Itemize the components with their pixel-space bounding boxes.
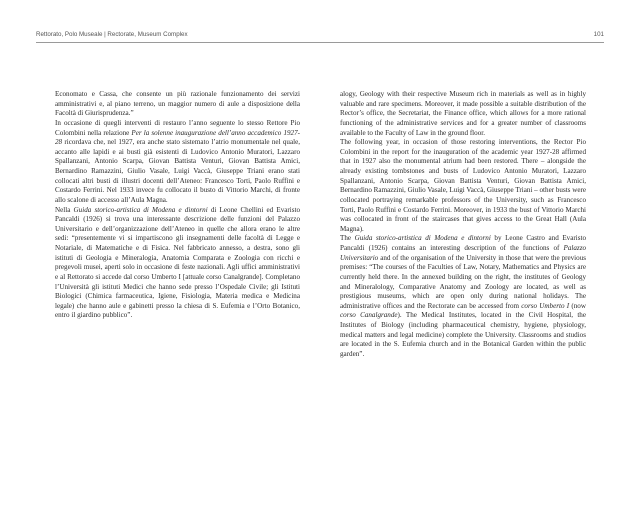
english-text-column — [340, 90, 586, 360]
running-title: Rettorato, Polo Museale | Rectorate, Museum Complex — [36, 31, 188, 38]
header-rule — [36, 42, 604, 43]
paragraph: Economato e Cassa, che consente un più razionale funzionamento dei servizi amministrativi e, al piano terreno, un maggior numero di aule a disposizione della Facoltà di Giurisprudenza.” — [55, 90, 300, 118]
paragraph: The following year, in occasion of those restoring interventions, the Rector Pio Colombini in the report for the inauguration of the academic year 1927-28 affirmed that in 1927 also the monumental atrium had been restored. There – alongside the already existing tombstones and busts of Ludovico Antonio Muratori, Lazzaro Spallanzani, Antonio Scarpa, Giovan Battista Venturi, Giovan Battista Amici, Bernardino Ramazzini, Giulio Vasale, Luigi Vaccà, Giuseppe Triani – other busts were collocated portraying remarkable professors of the University, such as Francesco Torti, Paolo Ruffini e Costardo Ferrini. Moreover, in 1933 the bust of Vittorio Marchi was collocated in front of the staircases that gives access to the Great Hall (Aula Magna). — [340, 138, 586, 233]
italic-title: Guida storico-artistica di Modena e dintorni — [354, 234, 491, 243]
italian-text-column — [55, 90, 300, 321]
page-number: 101 — [593, 31, 604, 38]
italic-title: Palazzo Universitario — [340, 244, 586, 262]
paragraph: In occasione di quegli interventi di restauro l’anno seguente lo stesso Rettore Pio Colombini nella relazione Per la solenne inaugurazione dell’anno accademico 1927-28 ricordava che, nel 1927, era anche stato sistemato l’atrio monumentale nel quale, accanto alle lapidi e ai busti già esistenti di Ludovico Antonio Muratori, Lazzaro Spallanzani, Antonio Scarpa, Giovan Battista Venturi, Giovan Battista Amici, Bernardino Ramazzini, Giulio Vasale, Luigi Vaccà, Giuseppe Triani erano stati collocati altri busti di illustri docenti dell’Ateneo: Francesco Torti, Paolo Ruffini e Costardo Ferrini. Nel 1933 invece fu collocato il busto di Vittorio Marchi, di fronte allo scalone di accesso all’Aula Magna. — [55, 118, 300, 204]
italic-title: Per la solenne inaugurazione dell’anno accademico 1927-28 — [55, 128, 300, 147]
paragraph: Nella Guida storico-artistica di Modena e dintorni di Leone Chellini ed Evaristo Pancaldi (1926) si trova una interessante descrizione delle funzioni del Palazzo Universitario e dell’organizzazione dell’Ateneo in quelle che allora erano le altre sedi: “presentemente vi si impartiscono gli insegnamenti delle facoltà di Legge e Notariale, di Matematiche e di Fisica. Nel fabbricato annesso, a destra, sono gli istituti di Geologia e Mineralogia, Anatomia Comparata e Zoologia con ricchi e pregevoli musei, aperti solo in occasione di feste nazionali. Agli uffici amministrativi e al Rettorato si accede dal corso Umberto I [attuale corso Canalgrande]. Completano l’Università gli istituti Medici che hanno sede presso l’Ospedale Civile; gli Istituti Biologici (Chimica farmaceutica, Igiene, Fisiologia, Materia medica e Medicina legale) che hanno aule e gabinetti presso la chiesa di S. Eufemia e l’Orto Botanico, entro il giardino pubblico”. — [55, 205, 300, 320]
italic-title: Guida storico-artistica di Modena e dintorni — [73, 205, 208, 214]
paragraph: alogy, Geology with their respective Museum rich in materials as well as in highly valuable and rare specimens. Moreover, it made possible a suitable distribution of the Rector’s office, the Secretariat, the Finance office, which allows for a more rational functioning of the administrative services and for a greater number of classrooms available to the Faculty of Law in the ground floor. — [340, 90, 586, 137]
paragraph: The Guida storico-artistica di Modena e dintorni by Leone Castro and Evaristo Pancaldi (1926) contains an interesting description of the functions of Palazzo Universitario and of the organisation of the University in those that were the previous premises: “The courses of the Faculties of Law, Notary, Mathematics and Physics are currently held there. In the annexed building on the right, the institutes of Geology and Mineralology, Comparative Anatomy and Zoology are located, as well as prestigious museums, which are open only during national holidays. The administrative offices and the Rectorate can be accessed from corso Umberto I (now corso Canalgrande). The Medical Institutes, located in the Civil Hospital, the Institutes of Biology (including pharmaceutical chemistry, hygiene, physiology, medical matters and legal medicine) complete the University. Classrooms and studios are located in the S. Eufemia church and in the Botanical Garden within the public garden”. — [340, 234, 586, 358]
italic-title: corso Canalgrande — [340, 311, 398, 320]
italic-title: corso Umberto I — [521, 301, 570, 310]
